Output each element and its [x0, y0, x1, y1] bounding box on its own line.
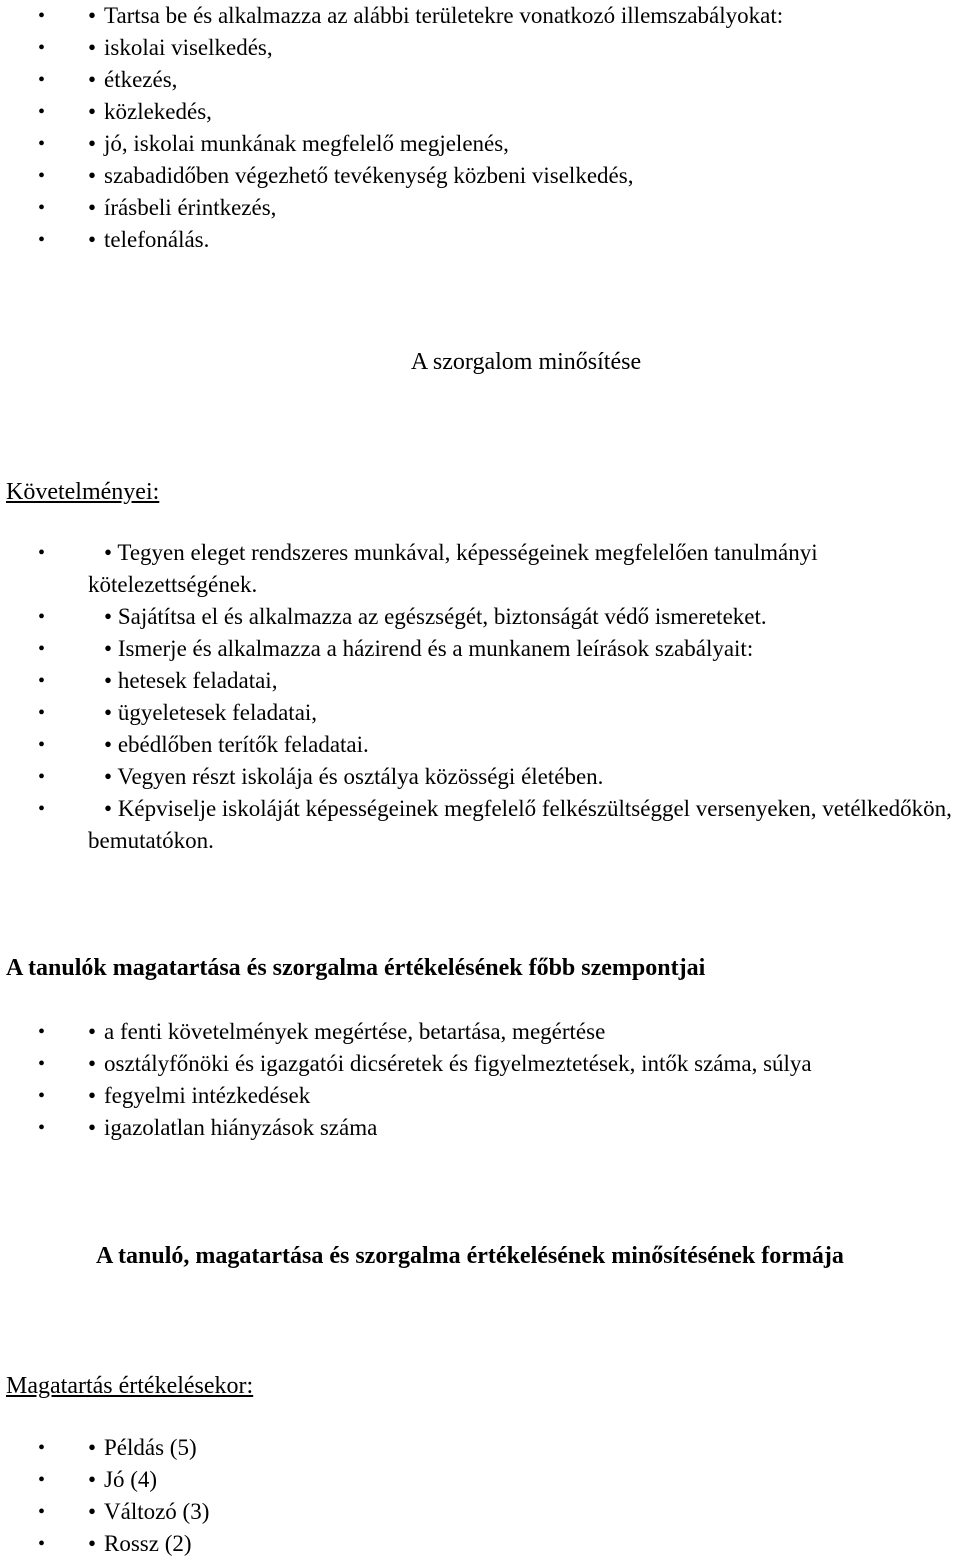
list-item: [0, 1048, 960, 1080]
list-item-text: Képviselje iskoláját képességeinek megfelelő felkészültséggel versenyeken, vetélkedőkön, bemutatókon.: [88, 796, 952, 853]
inner-bullet-icon: •: [88, 99, 97, 124]
bullet-icon: •: [38, 69, 46, 91]
bullet-icon: •: [38, 606, 46, 628]
grades-list: [0, 1432, 960, 1560]
bullet-icon: •: [38, 1021, 46, 1043]
list-item: [0, 1528, 960, 1560]
bullet-icon: •: [38, 1533, 46, 1555]
list-item: [0, 761, 960, 793]
list-item-text: Példás (5): [104, 1435, 197, 1460]
requirements-list: [0, 537, 960, 857]
inner-bullet-icon: •: [88, 1019, 97, 1044]
list-item-text: ügyeletesek feladatai,: [117, 700, 318, 725]
section-title-szorgalom: A szorgalom minősítése: [410, 349, 642, 375]
inner-bullet-icon: •: [104, 796, 113, 821]
kovetelmenyei-label: Követelményei:: [6, 479, 160, 505]
inner-bullet-icon: •: [88, 1467, 97, 1492]
list-item: [0, 537, 960, 601]
bullet-icon: •: [38, 734, 46, 756]
list-item: [0, 160, 960, 192]
list-item: [0, 64, 960, 96]
inner-bullet-icon: •: [88, 195, 97, 220]
list-item-text: Tegyen eleget rendszeres munkával, képességeinek megfelelően tanulmányi kötelezettségének.: [88, 540, 818, 597]
inner-bullet-icon: •: [88, 131, 97, 156]
list-item: [0, 793, 960, 857]
inner-bullet-icon: •: [104, 732, 113, 757]
list-item-text: Ismerje és alkalmazza a házirend és a munkanem leírások szabályait:: [117, 636, 754, 661]
list-item: [0, 601, 960, 633]
list-item: [0, 128, 960, 160]
list-item: [0, 1432, 960, 1464]
bullet-icon: •: [38, 37, 46, 59]
list-item-text: iskolai viselkedés,: [104, 35, 273, 60]
bullet-icon: •: [38, 1117, 46, 1139]
list-item-text: szabadidőben végezhető tevékenység közbeni viselkedés,: [104, 163, 634, 188]
bullet-icon: •: [38, 670, 46, 692]
list-item-text: telefonálás.: [104, 227, 210, 252]
list-item-text: Vegyen részt iskolája és osztálya közösségi életében.: [117, 764, 604, 789]
list-item-text: osztályfőnöki és igazgatói dicséretek és figyelmeztetések, intők száma, súlya: [104, 1051, 812, 1076]
list-item: [0, 665, 960, 697]
list-item-text: Jó (4): [104, 1467, 158, 1492]
list-item: [0, 1496, 960, 1528]
inner-bullet-icon: •: [88, 163, 97, 188]
bullet-icon: •: [38, 1437, 46, 1459]
bullet-icon: •: [38, 1469, 46, 1491]
bullet-icon: •: [38, 5, 46, 27]
list-item: [0, 729, 960, 761]
inner-bullet-icon: •: [104, 540, 113, 565]
criteria-list: [0, 1016, 960, 1144]
inner-bullet-icon: •: [104, 668, 113, 693]
list-item-text: hetesek feladatai,: [117, 668, 278, 693]
etiquette-list: [0, 0, 960, 256]
inner-bullet-icon: •: [88, 67, 97, 92]
list-item-text: jó, iskolai munkának megfelelő megjelenés,: [104, 131, 509, 156]
inner-bullet-icon: •: [88, 3, 97, 28]
list-item: [0, 0, 960, 32]
bullet-icon: •: [38, 1085, 46, 1107]
inner-bullet-icon: •: [88, 1435, 97, 1460]
inner-bullet-icon: •: [88, 1499, 97, 1524]
bullet-icon: •: [38, 229, 46, 251]
inner-bullet-icon: •: [88, 35, 97, 60]
bullet-icon: •: [38, 1501, 46, 1523]
list-item: [0, 633, 960, 665]
bullet-icon: •: [38, 133, 46, 155]
list-item: [0, 96, 960, 128]
inner-bullet-icon: •: [104, 764, 113, 789]
inner-bullet-icon: •: [88, 1531, 97, 1556]
inner-bullet-icon: •: [104, 700, 113, 725]
bullet-icon: •: [38, 1053, 46, 1075]
bullet-icon: •: [38, 702, 46, 724]
section-title-szempontok: A tanulók magatartása és szorgalma értékelésének főbb szempontjai: [6, 955, 706, 981]
list-item-text: írásbeli érintkezés,: [104, 195, 277, 220]
list-item-text: Tartsa be és alkalmazza az alábbi területekre vonatkozó illemszabályokat:: [104, 3, 784, 28]
list-item: [0, 1016, 960, 1048]
inner-bullet-icon: •: [88, 1083, 97, 1108]
list-item: [0, 1080, 960, 1112]
list-item-text: ebédlőben terítők feladatai.: [117, 732, 369, 757]
inner-bullet-icon: •: [88, 1115, 97, 1140]
inner-bullet-icon: •: [104, 604, 113, 629]
list-item: [0, 224, 960, 256]
bullet-icon: •: [38, 197, 46, 219]
inner-bullet-icon: •: [88, 1051, 97, 1076]
bullet-icon: •: [38, 638, 46, 660]
list-item-text: Változó (3): [104, 1499, 210, 1524]
inner-bullet-icon: •: [104, 636, 113, 661]
list-item-text: Rossz (2): [104, 1531, 192, 1556]
bullet-icon: •: [38, 101, 46, 123]
list-item: [0, 1464, 960, 1496]
list-item: [0, 32, 960, 64]
bullet-icon: •: [38, 542, 46, 564]
section-title-forma: A tanuló, magatartása és szorgalma értékelésének minősítésének formája: [96, 1243, 844, 1269]
list-item-text: a fenti követelmények megértése, betartása, megértése: [104, 1019, 606, 1044]
bullet-icon: •: [38, 766, 46, 788]
bullet-icon: •: [38, 165, 46, 187]
magatartas-label: Magatartás értékelésekor:: [6, 1373, 254, 1399]
inner-bullet-icon: •: [88, 227, 97, 252]
bullet-icon: •: [38, 798, 46, 820]
list-item: [0, 192, 960, 224]
list-item: [0, 1112, 960, 1144]
list-item-text: étkezés,: [104, 67, 178, 92]
list-item: [0, 697, 960, 729]
list-item-text: Sajátítsa el és alkalmazza az egészségét, biztonságát védő ismereteket.: [117, 604, 767, 629]
list-item-text: igazolatlan hiányzások száma: [104, 1115, 378, 1140]
list-item-text: közlekedés,: [104, 99, 212, 124]
list-item-text: fegyelmi intézkedések: [104, 1083, 311, 1108]
